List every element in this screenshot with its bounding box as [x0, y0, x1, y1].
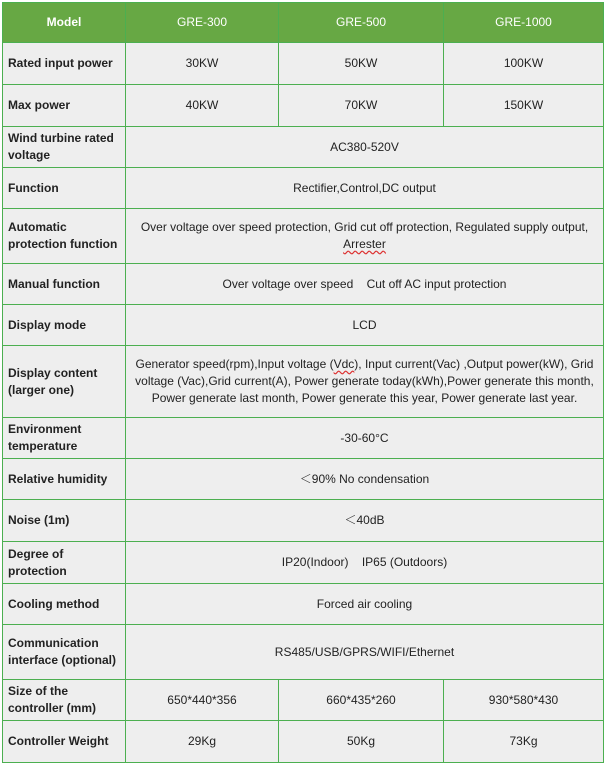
model-gre-500: GRE-500: [279, 3, 444, 43]
row-rated-input-power: [3, 43, 604, 85]
max-power-gre-300: 40KW: [126, 85, 279, 127]
row-wind-turbine-voltage: [3, 127, 604, 168]
row-environment-temperature: [3, 418, 604, 459]
rated-input-power-gre-300: 30KW: [126, 43, 279, 85]
controller-size-gre-300: 650*440*356: [126, 680, 279, 721]
row-display-mode: [3, 305, 604, 346]
cooling-method-value: Forced air cooling: [126, 584, 604, 625]
noise-value: ＜40dB: [126, 500, 604, 542]
automatic-protection-text: Over voltage over speed protection, Grid cut off protection, Regulated supply output,: [140, 220, 589, 234]
max-power-gre-1000: 150KW: [444, 85, 604, 127]
row-communication-interface: [3, 625, 604, 680]
display-content-text-c: ), Input current(Vac) ,Output power(kW), Grid voltage (Vac),Grid current(A), Power generate today(kWh),Power generate this month, Power generate last month, Power generate this year, Power generate last year.: [135, 357, 594, 405]
controller-weight-gre-500: 50Kg: [279, 721, 444, 763]
max-power-label: Max power: [3, 85, 126, 127]
model-gre-300: GRE-300: [126, 3, 279, 43]
row-cooling-method: [3, 584, 604, 625]
max-power-gre-500: 70KW: [279, 85, 444, 127]
controller-weight-gre-300: 29Kg: [126, 721, 279, 763]
display-mode-label: Display mode: [3, 305, 126, 346]
relative-humidity-value: ＜90% No condensation: [126, 459, 604, 500]
display-content-label: Display content (larger one): [3, 346, 126, 418]
wind-turbine-voltage-label: Wind turbine rated voltage: [3, 127, 126, 168]
row-display-content: [3, 346, 604, 418]
display-content-vdc: Vdc: [333, 357, 355, 371]
function-label: Function: [3, 168, 126, 209]
rated-input-power-gre-1000: 100KW: [444, 43, 604, 85]
relative-humidity-label: Relative humidity: [3, 459, 126, 500]
display-content-value: [126, 346, 604, 418]
display-content-text-a: Generator speed(rpm),Input voltage (: [135, 357, 334, 371]
row-controller-weight: [3, 721, 604, 763]
automatic-protection-label: Automatic protection function: [3, 209, 126, 264]
communication-interface-label: Communication interface (optional): [3, 625, 126, 680]
degree-of-protection-label: Degree of protection: [3, 542, 126, 584]
environment-temperature-label: Environment temperature: [3, 418, 126, 459]
row-controller-size: [3, 680, 604, 721]
row-manual-function: [3, 264, 604, 305]
controller-weight-gre-1000: 73Kg: [444, 721, 604, 763]
wind-turbine-voltage-value: AC380-520V: [126, 127, 604, 168]
degree-of-protection-value: IP20(Indoor) IP65 (Outdoors): [126, 542, 604, 584]
communication-interface-value: RS485/USB/GPRS/WIFI/Ethernet: [126, 625, 604, 680]
arrester-text: Arrester: [343, 237, 386, 251]
rated-input-power-label: Rated input power: [3, 43, 126, 85]
row-max-power: [3, 85, 604, 127]
controller-size-gre-1000: 930*580*430: [444, 680, 604, 721]
manual-function-label: Manual function: [3, 264, 126, 305]
row-relative-humidity: [3, 459, 604, 500]
controller-weight-label: Controller Weight: [3, 721, 126, 763]
controller-size-label: Size of the controller (mm): [3, 680, 126, 721]
row-degree-of-protection: [3, 542, 604, 584]
function-value: Rectifier,Control,DC output: [126, 168, 604, 209]
display-mode-value: LCD: [126, 305, 604, 346]
rated-input-power-gre-500: 50KW: [279, 43, 444, 85]
controller-size-gre-500: 660*435*260: [279, 680, 444, 721]
header-row: [3, 3, 604, 43]
automatic-protection-value: [126, 209, 604, 264]
model-gre-1000: GRE-1000: [444, 3, 604, 43]
row-function: [3, 168, 604, 209]
row-automatic-protection: [3, 209, 604, 264]
environment-temperature-value: -30-60°C: [126, 418, 604, 459]
model-header-label: Model: [3, 3, 126, 43]
manual-function-value: Over voltage over speed Cut off AC input protection: [126, 264, 604, 305]
noise-label: Noise (1m): [3, 500, 126, 542]
row-noise: [3, 500, 604, 542]
spec-table: [2, 2, 604, 763]
cooling-method-label: Cooling method: [3, 584, 126, 625]
